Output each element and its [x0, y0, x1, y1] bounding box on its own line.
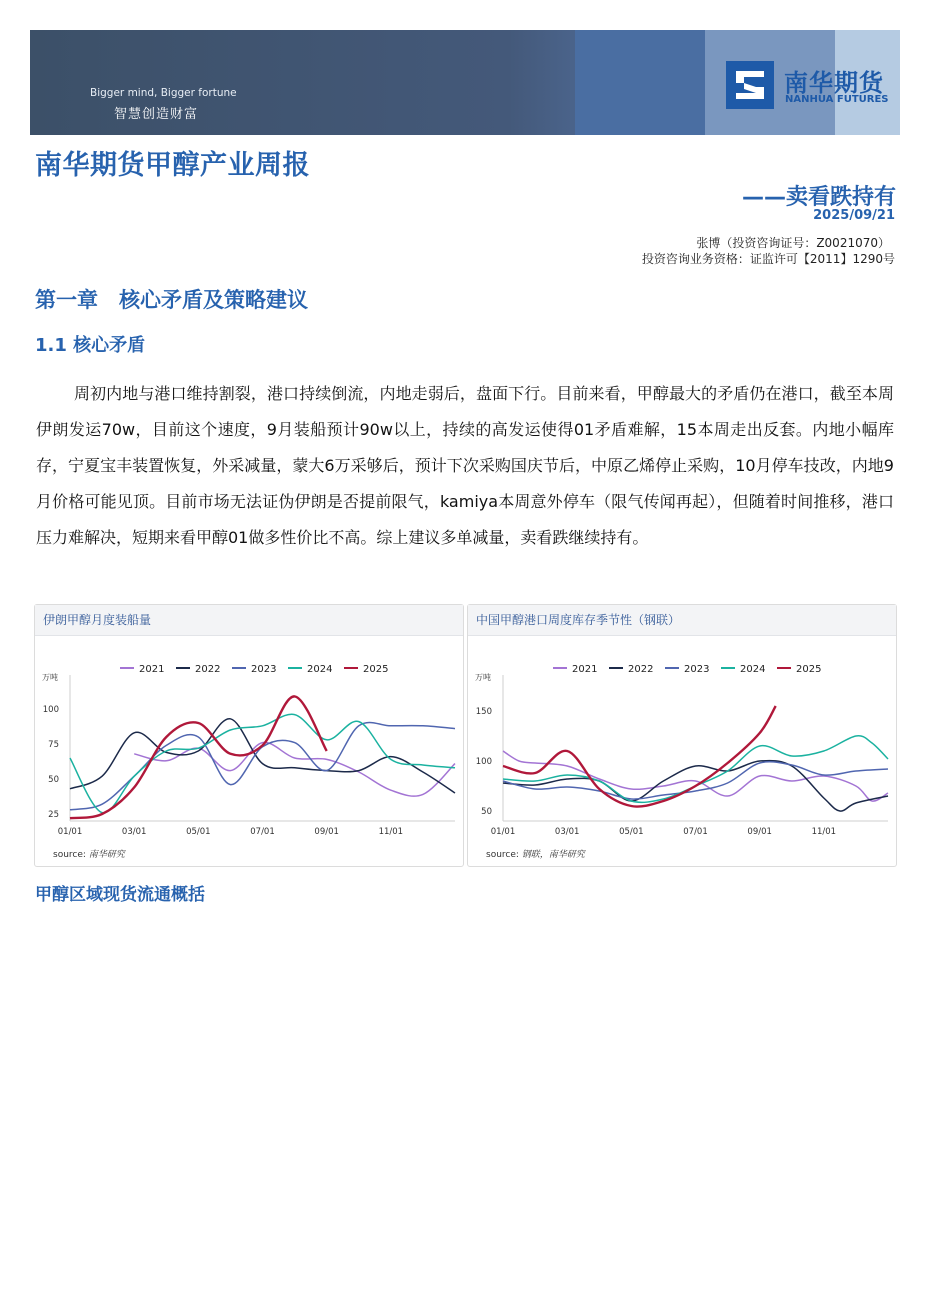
series-line-2021 [134, 742, 455, 796]
x-tick-label: 01/01 [57, 827, 83, 836]
x-tick-label: 09/01 [314, 827, 339, 836]
x-tick-label: 11/01 [378, 827, 404, 836]
legend-label: 2021 [139, 664, 165, 675]
source-text: 钢联，南华研究 [521, 850, 585, 860]
slogan-english: Bigger mind, Bigger fortune [90, 87, 237, 99]
legend-label: 2024 [307, 664, 333, 675]
series-line-2023 [70, 722, 455, 809]
logo-name: 南华期货 [784, 69, 884, 97]
source-text: 南华研究 [88, 850, 125, 860]
x-tick-label: 11/01 [811, 827, 837, 836]
report-title: 南华期货甲醇产业周报 [35, 150, 310, 181]
chart-source [53, 847, 125, 860]
chart-panel-port-inventory [467, 604, 897, 867]
chapter-heading: 第一章 核心矛盾及策略建议 [35, 288, 308, 312]
chart-panel-title: 伊朗甲醇月度装船量 [35, 605, 463, 636]
legend-label: 2023 [251, 664, 277, 675]
series-line-2024 [503, 736, 888, 803]
x-tick-label: 01/01 [490, 827, 516, 836]
slogan-chinese: 智慧创造财富 [114, 107, 199, 122]
legend-label: 2025 [796, 664, 822, 675]
series-group [70, 696, 455, 818]
source-label: source: [486, 850, 519, 860]
core-contradiction-paragraph: 周初内地与港口维持割裂，港口持续倒流，内地走弱后，盘面下行。目前来看，甲醇最大的矛盾仍在港口，截至本周伊朗发运70w，目前这个速度，9月装船预计90w以上，持续的高发运使得01矛盾难解，15本周走出反套。内地小幅库存，宁夏宝丰装置恢复，外采减量，蒙大6万采够后，预计下次采购国庆节后，中原乙烯停止采购，10月停车技改，内地9月价格可能见顶。目前市场无法证伪伊朗是否提前限气，kamiya本周意外停车（限气传闻再起），但随着时间推移，港口压力难解决，短期来看甲醇01做多性价比不高。综上建议多单减量，卖看跌继续持有。 [36, 384, 894, 547]
legend-label: 2021 [572, 664, 598, 675]
x-tick-label: 07/01 [683, 827, 708, 836]
x-tick-label: 07/01 [250, 827, 275, 836]
header-banner [30, 30, 900, 135]
legend-label: 2025 [363, 664, 389, 675]
x-tick-label: 05/01 [186, 827, 211, 836]
chart-panel-iran-shipments [34, 604, 464, 867]
logo-english-name: NANHUA FUTURES [785, 94, 889, 105]
legend-label: 2023 [684, 664, 710, 675]
source-label: source: [53, 850, 86, 860]
x-tick-label: 05/01 [619, 827, 644, 836]
x-tick-label: 03/01 [554, 827, 580, 836]
y-tick-label: 100 [475, 757, 492, 767]
legend-label: 2022 [195, 664, 221, 675]
x-tick-label: 03/01 [121, 827, 147, 836]
chart-iran-shipments [35, 636, 463, 836]
banner-block [575, 30, 705, 135]
report-subtitle: ——卖看跌持有 [741, 185, 896, 210]
report-date: 2025/09/21 [813, 208, 895, 223]
chart-port-inventory [468, 636, 896, 836]
chart-panel-title: 中国甲醇港口周度库存季节性（钢联） [468, 605, 896, 636]
nanhua-logo-icon [726, 61, 774, 109]
y-tick-label: 50 [481, 807, 492, 817]
y-tick-label: 150 [475, 707, 492, 717]
x-tick-label: 09/01 [747, 827, 772, 836]
series-line-2025 [503, 706, 776, 807]
section-heading: 1.1 核心矛盾 [35, 335, 146, 356]
legend-label: 2022 [628, 664, 654, 675]
y-tick-label: 75 [48, 740, 59, 750]
series-group [503, 706, 888, 811]
next-section-heading: 甲醇区域现货流通概括 [35, 885, 205, 905]
y-axis-unit: 万吨 [42, 673, 58, 682]
y-tick-label: 25 [48, 810, 59, 820]
y-tick-label: 50 [48, 775, 59, 785]
chart-source [486, 847, 585, 860]
legend-label: 2024 [740, 664, 766, 675]
report-license: 投资咨询业务资格：证监许可【2011】1290号 [641, 252, 895, 266]
y-axis-unit: 万吨 [475, 673, 491, 682]
report-author: 张博（投资咨询证号：Z0021070） [696, 236, 890, 250]
y-tick-label: 100 [42, 705, 59, 715]
